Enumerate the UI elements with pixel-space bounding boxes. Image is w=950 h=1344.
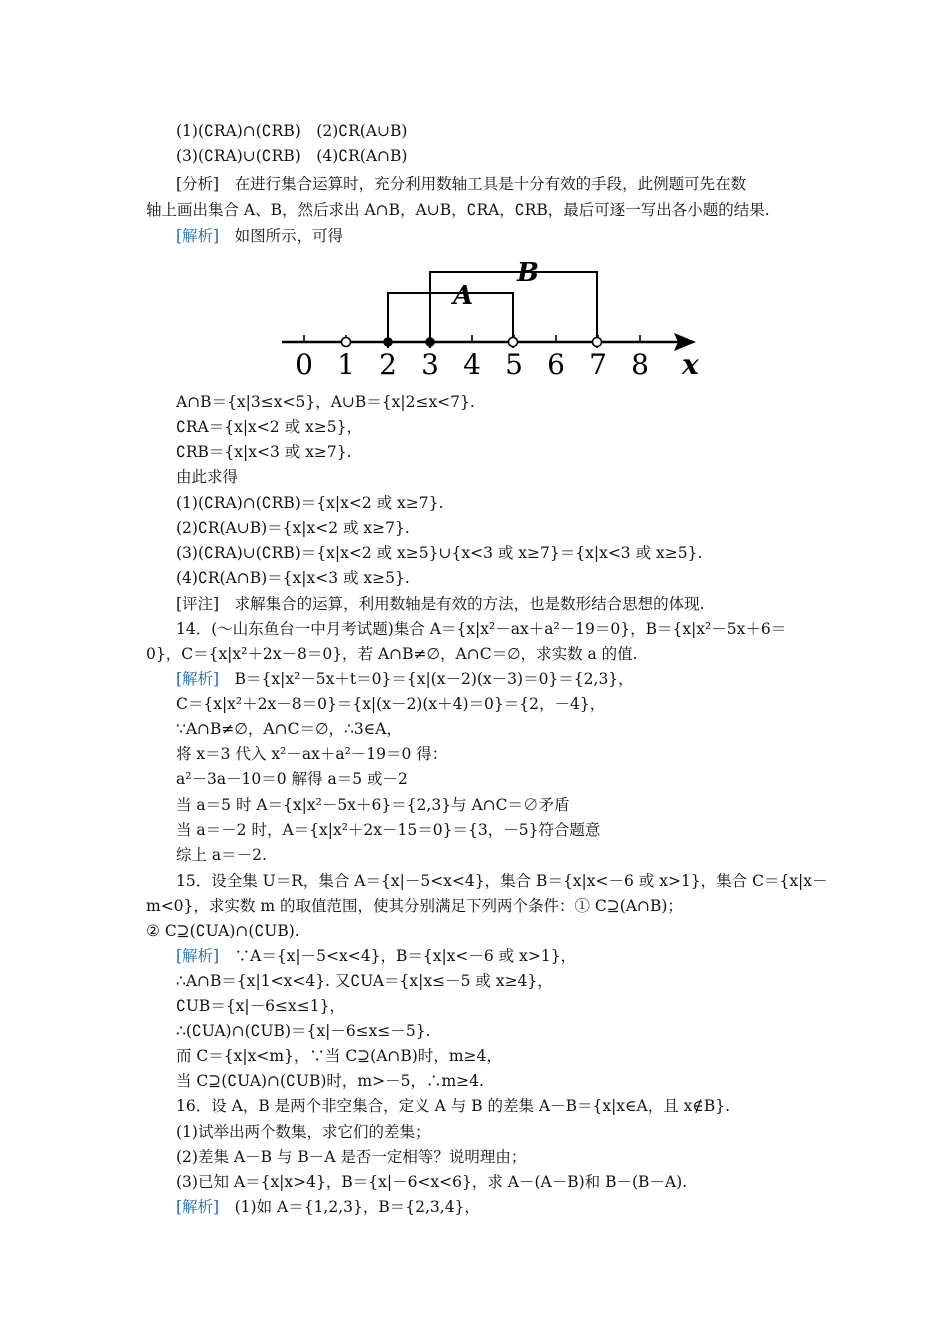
solution-line: [解析] ∵A＝{x|－5<x<4}，B＝{x|x<－6 或 x>1}， bbox=[176, 947, 577, 965]
tick-label-8: 8 bbox=[631, 348, 649, 381]
text-line: (1)(∁RA)∩(∁RB) (2)∁R(A∪B) bbox=[176, 122, 408, 140]
closed-point-3 bbox=[425, 337, 435, 347]
text-line: m<0}，求实数 m 的取值范围，使其分别满足下列两个条件：① C⊇(A∩B)； bbox=[146, 897, 683, 915]
solution-tag: [解析] bbox=[176, 1198, 220, 1216]
text-line: 将 x＝3 代入 x²－ax＋a²－19＝0 得： bbox=[176, 745, 448, 763]
tick-label-0: 0 bbox=[295, 348, 313, 381]
comment-line: [评注] 求解集合的运算，利用数轴是有效的方法，也是数形结合思想的体现. bbox=[176, 595, 705, 613]
problem-16-line: 16．设 A，B 是两个非空集合，定义 A 与 B 的差集 A－B＝{x|x∈A，且 x∉B}. bbox=[176, 1097, 731, 1115]
open-point-1 bbox=[342, 338, 351, 347]
text-line: (1)(∁RA)∩(∁RB)＝{x|x<2 或 x≥7}. bbox=[176, 494, 444, 512]
text-line: 当 C⊇(∁UA)∩(∁UB)时，m>－5，∴m≥4. bbox=[176, 1072, 484, 1090]
tick-label-3: 3 bbox=[421, 348, 439, 381]
text-line: 0}，C＝{x|x²＋2x－8＝0}，若 A∩B≠∅，A∩C＝∅，求实数 a 的值. bbox=[146, 645, 638, 663]
solution-line: [解析] B＝{x|x²－5x＋t＝0}＝{x|(x－2)(x－3)＝0}＝{2,3}， bbox=[176, 670, 634, 688]
number-line-figure bbox=[270, 262, 710, 384]
text-line: 当 a＝－2 时，A＝{x|x²＋2x－15＝0}＝{3，－5}符合题意 bbox=[176, 821, 601, 839]
solution-tag: [解析] bbox=[176, 670, 220, 688]
text-line: a²－3a－10＝0 解得 a＝5 或－2 bbox=[176, 770, 408, 788]
tick-label-5: 5 bbox=[505, 348, 523, 381]
set-a-bracket bbox=[388, 293, 513, 348]
text-line: (3)(∁RA)∪(∁RB)＝{x|x<2 或 x≥5}∪{x<3 或 x≥7}＝{x|x<3 或 x≥5}. bbox=[176, 544, 703, 562]
open-point-7 bbox=[593, 338, 602, 347]
text-line: A∩B＝{x|3≤x<5}，A∪B＝{x|2≤x<7}. bbox=[176, 393, 475, 411]
solution-tag: [解析] bbox=[176, 947, 220, 965]
set-b-label: B bbox=[517, 262, 539, 288]
tick-label-2: 2 bbox=[379, 348, 397, 381]
text-line: 轴上画出集合 A、B，然后求出 A∩B，A∪B，∁RA，∁RB，最后可逐一写出各小题的结果. bbox=[146, 201, 770, 219]
text-line: ∴(∁UA)∩(∁UB)＝{x|－6≤x≤－5}. bbox=[176, 1022, 431, 1040]
text-line: 综上 a＝－2. bbox=[176, 846, 267, 864]
text-line: ∁RA＝{x|x<2 或 x≥5}， bbox=[176, 418, 362, 436]
problem-15-line: 15．设全集 U＝R，集合 A＝{x|－5<x<4}，集合 B＝{x|x<－6 或 x>1}，集合 C＝{x|x－ bbox=[176, 872, 828, 890]
analysis-line: [分析] 在进行集合运算时，充分利用数轴工具是十分有效的手段，此例题可先在数 bbox=[176, 175, 747, 193]
text-line: 而 C＝{x|x<m}，∵当 C⊇(A∩B)时，m≥4， bbox=[176, 1047, 502, 1065]
text-line: 由此求得 bbox=[176, 468, 239, 486]
text-line: ② C⊇(∁UA)∩(∁UB). bbox=[146, 922, 300, 940]
text-line: (4)∁R(A∩B)＝{x|x<3 或 x≥5}. bbox=[176, 569, 410, 587]
problem-14-line: 14．(～山东鱼台一中月考试题)集合 A＝{x|x²－ax＋a²－19＝0}，B＝{x|x²－5x＋6＝ bbox=[176, 620, 787, 638]
text-line: C＝{x|x²＋2x－8＝0}＝{x|(x－2)(x＋4)＝0}＝{2，－4}， bbox=[176, 695, 606, 713]
text-line: (1)试举出两个数集，求它们的差集； bbox=[176, 1123, 431, 1141]
tick-label-6: 6 bbox=[547, 348, 565, 381]
set-a-label: A bbox=[453, 281, 474, 311]
solution-line: [解析] (1)如 A＝{1,2,3}，B＝{2,3,4}， bbox=[176, 1198, 480, 1216]
text-line: ∁UB＝{x|－6≤x≤1}， bbox=[176, 997, 345, 1015]
solution-line: [解析] 如图所示，可得 bbox=[176, 227, 344, 245]
axis-label-x: x bbox=[682, 348, 699, 381]
text-line: (3)(∁RA)∪(∁RB) (4)∁R(A∩B) bbox=[176, 147, 408, 165]
text-line: 当 a＝5 时 A＝{x|x²－5x＋6}＝{2,3}与 A∩C＝∅矛盾 bbox=[176, 796, 570, 814]
text-line: ∴A∩B＝{x|1<x<4}. 又∁UA＝{x|x≤－5 或 x≥4}， bbox=[176, 972, 553, 990]
tick-label-7: 7 bbox=[589, 348, 607, 381]
text-line: (2)差集 A－B 与 B－A 是否一定相等？说明理由； bbox=[176, 1148, 527, 1166]
tick-label-4: 4 bbox=[463, 348, 481, 381]
closed-point-2 bbox=[383, 337, 393, 347]
text-line: (2)∁R(A∪B)＝{x|x<2 或 x≥7}. bbox=[176, 519, 410, 537]
text-line: (3)已知 A＝{x|x>4}，B＝{x|－6<x<6}，求 A－(A－B)和 B－(B－A). bbox=[176, 1173, 688, 1191]
text-line: ∵A∩B≠∅，A∩C＝∅，∴3∈A， bbox=[176, 720, 402, 738]
open-point-5 bbox=[509, 338, 518, 347]
tick-label-1: 1 bbox=[337, 348, 355, 381]
text-line: ∁RB＝{x|x<3 或 x≥7}. bbox=[176, 443, 352, 461]
solution-tag: [解析] bbox=[176, 227, 220, 245]
